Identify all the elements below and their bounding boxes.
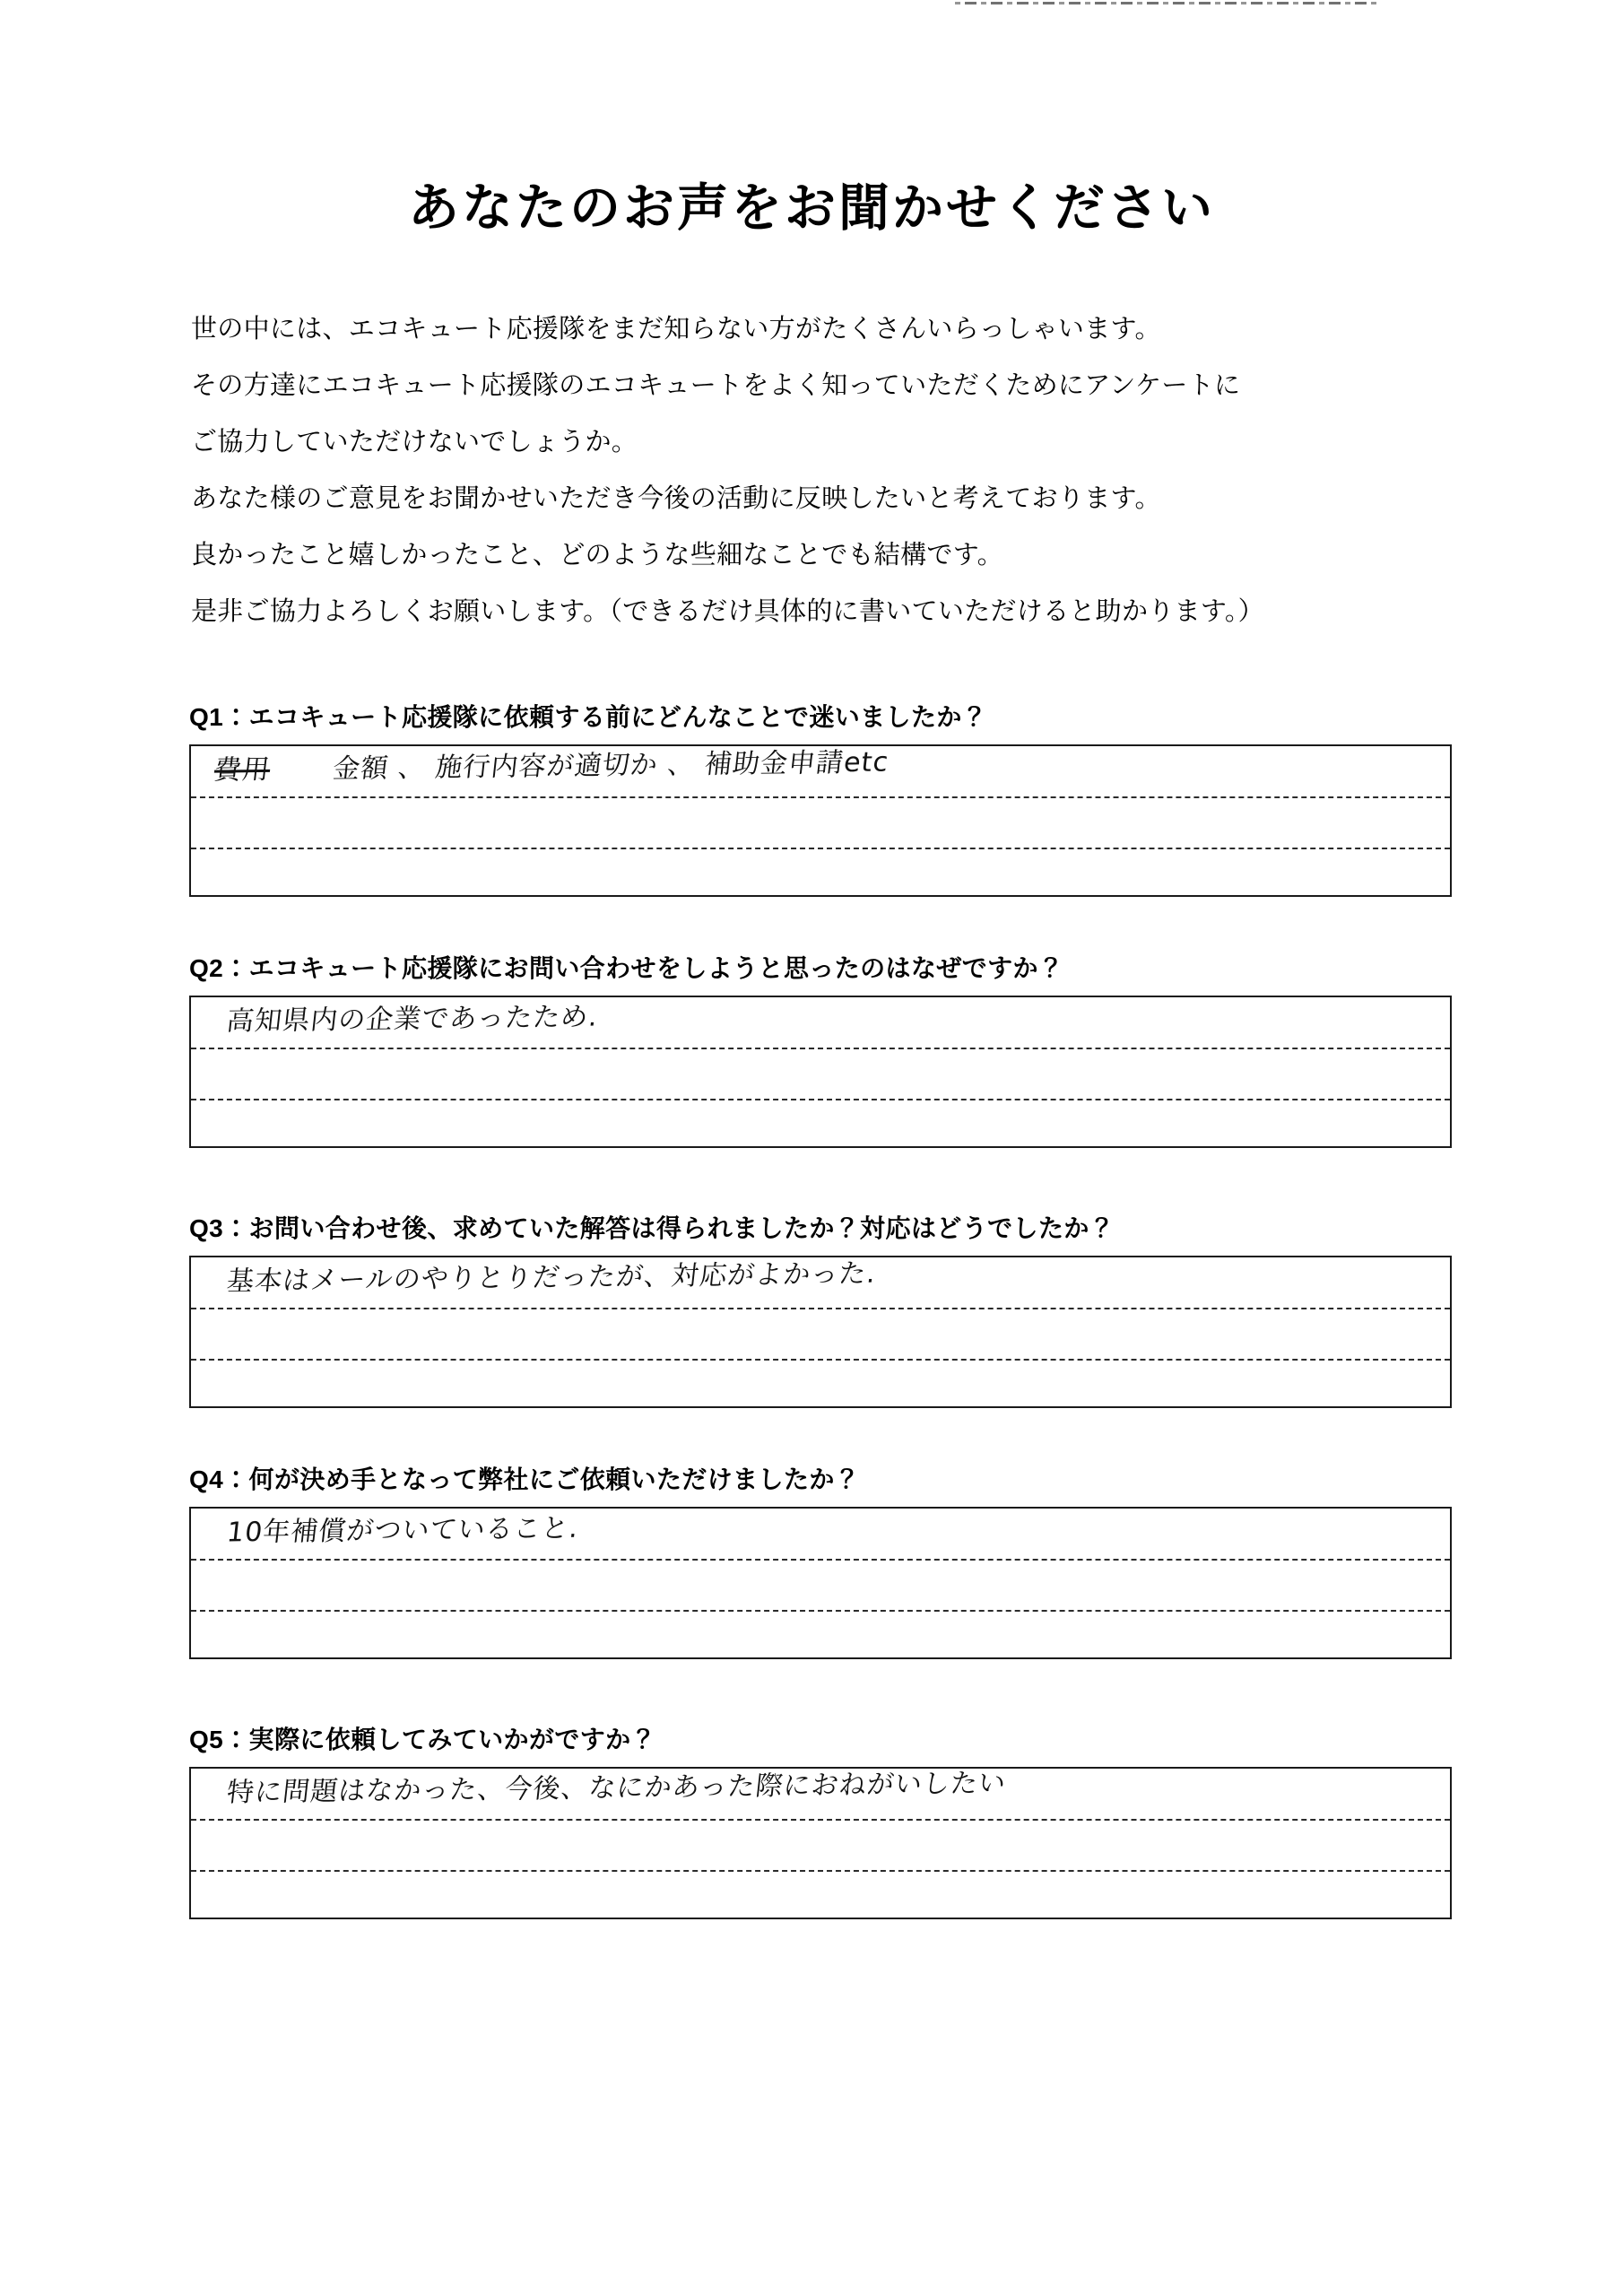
question-block-q1 (189, 698, 1452, 897)
page-title: あなたのお声をお聞かせください (408, 179, 1215, 237)
intro-line: 良かったこと嬉しかったこと、どのような些細なことでも結構です。 (191, 541, 1003, 570)
answer-box-q5[interactable] (189, 1767, 1452, 1919)
handwritten-answer-q2: 高知県内の企業であったため. (225, 1001, 600, 1038)
handwritten-answer-q1 (188, 731, 1454, 796)
answer-rule (191, 1099, 1450, 1100)
handwritten-answer-q5: 特に問題はなかった、今後、なにかあった際におねがいしたい (225, 1767, 1008, 1809)
struck-word-q1: 費用 (213, 753, 273, 787)
handwritten-answer-q4: 10年補償がついていること. (225, 1512, 581, 1549)
answer-box-q2[interactable] (189, 996, 1452, 1148)
question-block-q4 (189, 1460, 1452, 1659)
answer-rule (191, 1559, 1450, 1561)
answer-rule (191, 1870, 1450, 1872)
answer-rule (191, 1048, 1450, 1049)
answer-box-q1[interactable] (189, 744, 1452, 897)
question-label-q4: Q4：何が決め手となって弊社にご依頼いただけましたか？ (189, 1465, 861, 1493)
question-block-q2 (189, 949, 1452, 1148)
intro-line: あなた様のご意見をお聞かせいただき今後の活動に反映したいと考えております。 (191, 484, 1161, 513)
answer-rule (191, 1819, 1450, 1821)
question-label-q1: Q1：エコキュート応援隊に依頼する前にどんなことで迷いましたか？ (189, 703, 988, 731)
answer-rule (191, 848, 1450, 849)
question-block-q5 (189, 1720, 1452, 1919)
handwritten-answer-q3: 基本はメールのやりとりだったが、対応がよかった. (225, 1257, 879, 1298)
intro-line: ご協力していただけないでしょうか。 (191, 428, 638, 457)
answer-text-q1: 金額 、 施行内容が適切か 、 補助金申請etc (331, 746, 890, 786)
answer-rule (191, 1308, 1450, 1309)
question-label-q3: Q3：お問い合わせ後、求めていた解答は得られましたか？対応はどうでしたか？ (189, 1214, 1115, 1242)
answer-rule (191, 1359, 1450, 1361)
answer-box-q3[interactable] (189, 1256, 1452, 1408)
intro-line: その方達にエコキュート応援隊のエコキュートをよく知っていただくためにアンケートに (191, 371, 1241, 400)
intro-line: 是非ご協力よろしくお願いします。（できるだけ具体的に書いていただけると助かります。） (191, 597, 1264, 626)
intro-paragraph (191, 301, 1464, 640)
question-label-q5: Q5：実際に依頼してみていかがですか？ (189, 1726, 656, 1753)
scan-artifact (955, 2, 1376, 4)
answer-rule (191, 1610, 1450, 1612)
question-label-q2: Q2：エコキュート応援隊にお問い合わせをしようと思ったのはなぜですか？ (189, 954, 1064, 982)
intro-line: 世の中には、エコキュート応援隊をまだ知らない方がたくさんいらっしゃいます。 (191, 315, 1161, 344)
question-block-q3 (189, 1209, 1452, 1408)
answer-box-q4[interactable] (189, 1507, 1452, 1659)
answer-rule (191, 796, 1450, 798)
